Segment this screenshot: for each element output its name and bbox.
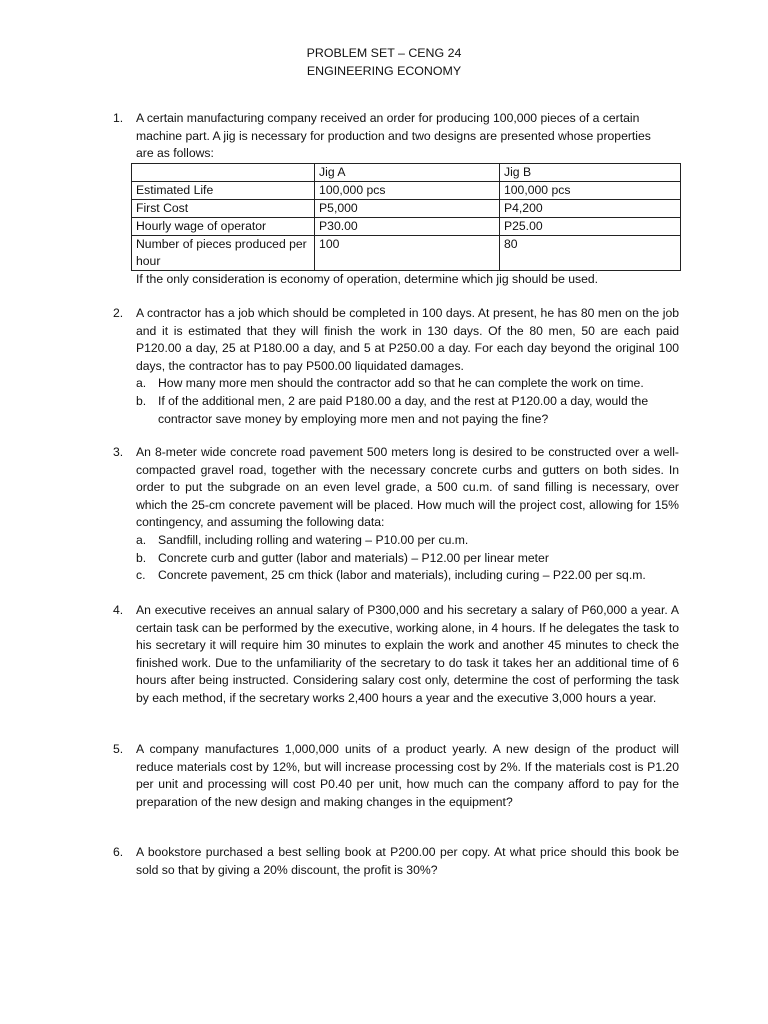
- sub-question-c: [136, 567, 679, 585]
- jig-comparison-table: [131, 163, 681, 271]
- document-header: [0, 44, 768, 80]
- problem-number: 2.: [113, 306, 124, 320]
- table-cell: P4,200: [500, 200, 681, 218]
- table-cell: Hourly wage of operator: [132, 218, 315, 236]
- table-row: [132, 182, 681, 200]
- problem-number: 4.: [113, 603, 124, 617]
- problem-text: An executive receives an annual salary of P300,000 and his secretary a salary of P60,000 a year. A certain task can be performed by the executive, working alone, in 4 hours. If he delegates the task to his secretary it will require him 30 minutes to explain the work and another 45 minutes to check the finished work. Due to the unfamiliarity of the secretary to do task it takes her an additional time of 6 hours after being instructed. Considering salary cost only, determine the cost of performing the task by each method, if the secretary works 2,400 hours a year and the executive 3,000 hours a year.: [136, 603, 679, 705]
- problem-text: An 8-meter wide concrete road pavement 500 meters long is desired to be constructed over a well-compacted gravel road, together with the necessary concrete curbs and gutters on both sides. In order to put the subgrade on an even level grade, a 500 cu.m. of sand filling is necessary, over which the 25-cm concrete pavement will be placed. How much will the project cost, allowing for 15% contingency, and assuming the following data:: [136, 445, 679, 530]
- table-header-cell: [132, 164, 315, 182]
- table-cell: First Cost: [132, 200, 315, 218]
- problem-2: [113, 305, 679, 428]
- problem-6: [113, 844, 679, 879]
- sub-question-text: Sandfill, including rolling and watering – P10.00 per cu.m.: [158, 532, 469, 547]
- sub-question-text: How many more men should the contractor add so that he can complete the work on time.: [158, 376, 644, 391]
- problem-number: 1.: [113, 111, 124, 125]
- sub-question-text: Concrete pavement, 25 cm thick (labor and materials), including curing – P22.00 per sq.m.: [158, 568, 646, 583]
- table-cell: Estimated Life: [132, 182, 315, 200]
- sub-question-b: [136, 393, 679, 428]
- problem-number: 5.: [113, 742, 124, 756]
- sub-question-letter: c.: [136, 568, 146, 583]
- problem-closing-text: If the only consideration is economy of operation, determine which jig should be used.: [136, 272, 599, 286]
- table-cell: 100: [315, 236, 500, 271]
- sub-question-text: Concrete curb and gutter (labor and materials) – P12.00 per linear meter: [158, 550, 549, 565]
- problem-text: A company manufactures 1,000,000 units of a product yearly. A new design of the product will reduce materials cost by 12%, but will increase processing cost by 2%. If the materials cost is P1.20 per unit and processing will cost P0.40 per unit, how much can the company afford to pay for the preparation of the new design and making changes in the equipment?: [136, 742, 679, 809]
- sub-question-text: If of the additional men, 2 are paid P180.00 a day, and the rest at P120.00 a day, would the contractor save money by employing more men and not paying the fine?: [158, 393, 649, 426]
- problem-number: 6.: [113, 845, 124, 859]
- table-row: [132, 218, 681, 236]
- problem-1: [113, 110, 679, 286]
- sub-question-letter: a.: [136, 376, 147, 391]
- problem-text-line: A certain manufacturing company received an order for producing 100,000 pieces of a certain: [136, 111, 640, 125]
- table-header-row: [132, 164, 681, 182]
- problem-3: [113, 444, 679, 585]
- table-row: [132, 236, 681, 271]
- table-header-cell: Jig A: [315, 164, 500, 182]
- sub-question-letter: a.: [136, 532, 147, 547]
- problem-text: A contractor has a job which should be completed in 100 days. At present, he has 80 men on the job and it is estimated that they will finish the work in 130 days. Of the 80 men, 50 are each paid P120.00 a day, 25 at P180.00 a day, and 5 at P250.00 a day. For each day beyond the original 100 days, the contractor has to pay P500.00 liquidated damages.: [136, 306, 679, 373]
- sub-question-a: [136, 532, 679, 550]
- table-cell: P5,000: [315, 200, 500, 218]
- table-cell: 100,000 pcs: [500, 182, 681, 200]
- problem-4: [113, 602, 679, 708]
- sub-question-b: [136, 550, 679, 568]
- document-subtitle: ENGINEERING ECONOMY: [306, 64, 462, 78]
- problem-text: A bookstore purchased a best selling book at P200.00 per copy. At what price should this book be sold so that by giving a 20% discount, the profit is 30%?: [136, 845, 679, 877]
- problem-5: [113, 741, 679, 811]
- table-cell: P25.00: [500, 218, 681, 236]
- sub-question-letter: b.: [136, 550, 147, 565]
- table-cell: 100,000 pcs: [315, 182, 500, 200]
- table-cell: 80: [500, 236, 681, 271]
- table-row: [132, 200, 681, 218]
- table-cell: Number of pieces produced per hour: [132, 236, 315, 271]
- table-header-cell: Jig B: [500, 164, 681, 182]
- sub-question-a: [136, 375, 679, 393]
- problem-text-line: machine part. A jig is necessary for production and two designs are presented whose properties: [136, 128, 651, 143]
- problem-text-line: are as follows:: [136, 146, 214, 161]
- table-cell: P30.00: [315, 218, 500, 236]
- problem-number: 3.: [113, 445, 124, 459]
- sub-question-letter: b.: [136, 393, 147, 408]
- document-title: PROBLEM SET – CENG 24: [306, 46, 462, 60]
